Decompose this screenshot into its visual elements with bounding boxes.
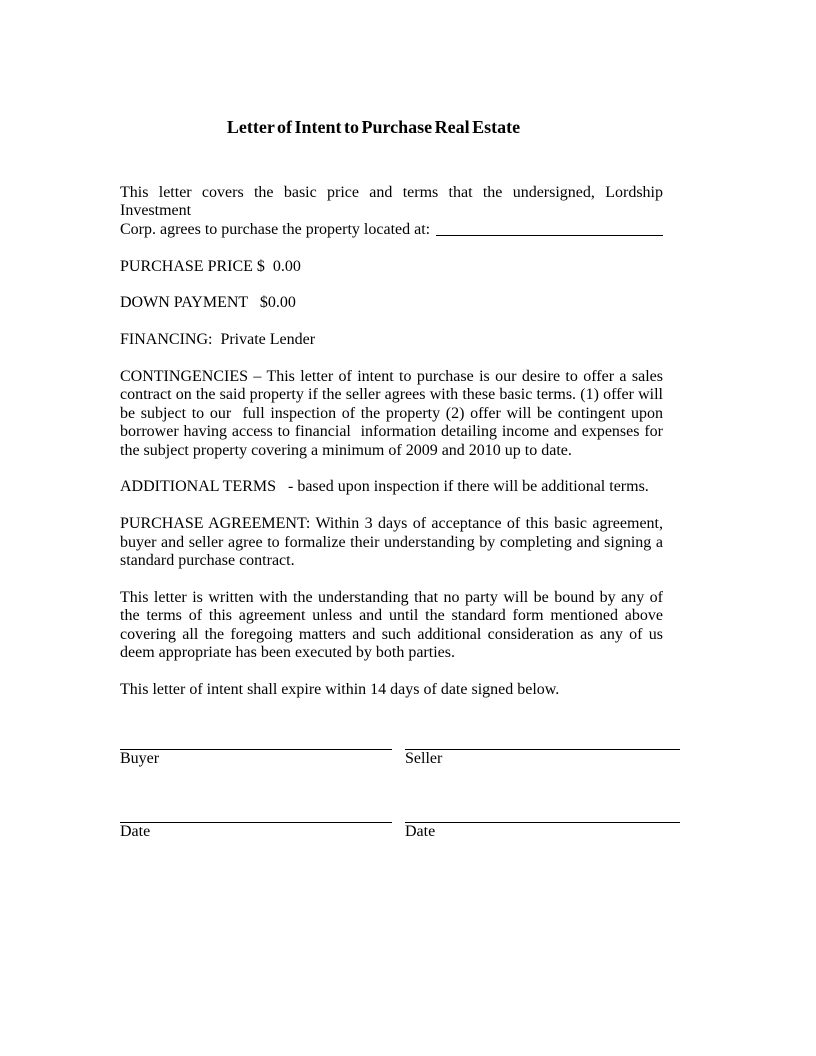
seller-signature-block: [405, 736, 680, 842]
purchase-price-line: PURCHASE PRICE $ 0.00: [120, 257, 301, 275]
binding-clause-paragraph: This letter is written with the understanding that no party will be bound by any of the terms of this agreement unless and until the standard form mentioned above covering all the foregoing matters and such additional consideration as any of us deem appropriate has been executed by both parties.: [120, 588, 663, 662]
financing-line: FINANCING: Private Lender: [120, 331, 316, 349]
additional-terms-paragraph: ADDITIONAL TERMS - based upon inspection if there will be additional terms.: [120, 478, 649, 496]
property-address-blank[interactable]: [436, 221, 663, 236]
seller-label: Seller: [405, 750, 443, 768]
buyer-signature-block: [120, 736, 392, 842]
seller-signature-line[interactable]: [405, 736, 680, 750]
expiration-paragraph: This letter of intent shall expire within 14 days of date signed below.: [120, 680, 560, 698]
buyer-date-line[interactable]: [120, 809, 392, 823]
intro-line-2-text: Corp. agrees to purchase the property located at:: [120, 220, 431, 238]
buyer-signature-line[interactable]: [120, 736, 392, 750]
contingencies-paragraph: CONTINGENCIES – This letter of intent to purchase is our desire to offer a sales contract on the said property if the seller agrees with these basic terms. (1) offer will be subject to our full inspection of the property (2) offer will be contingent upon borrower having access to financial information detailing income and expenses for the subject property covering a minimum of 2009 and 2010 up to date.: [120, 368, 663, 459]
document-title: Letter of Intent to Purchase Real Estate: [226, 117, 521, 137]
down-payment-line: DOWN PAYMENT $0.00: [120, 294, 296, 312]
intro-line-2: [120, 221, 663, 239]
signature-section: [120, 736, 680, 842]
buyer-date-label: Date: [120, 823, 151, 841]
seller-date-line[interactable]: [405, 809, 680, 823]
intro-line-1: This letter covers the basic price and terms that the undersigned, Lordship Investment: [120, 184, 663, 220]
purchase-agreement-paragraph: PURCHASE AGREEMENT: Within 3 days of acceptance of this basic agreement, buyer and seller agree to formalize their understanding by completing and signing a standard purchase contract.: [120, 515, 663, 570]
seller-date-label: Date: [405, 823, 436, 841]
buyer-label: Buyer: [120, 750, 160, 768]
intro-paragraph: [120, 184, 663, 239]
